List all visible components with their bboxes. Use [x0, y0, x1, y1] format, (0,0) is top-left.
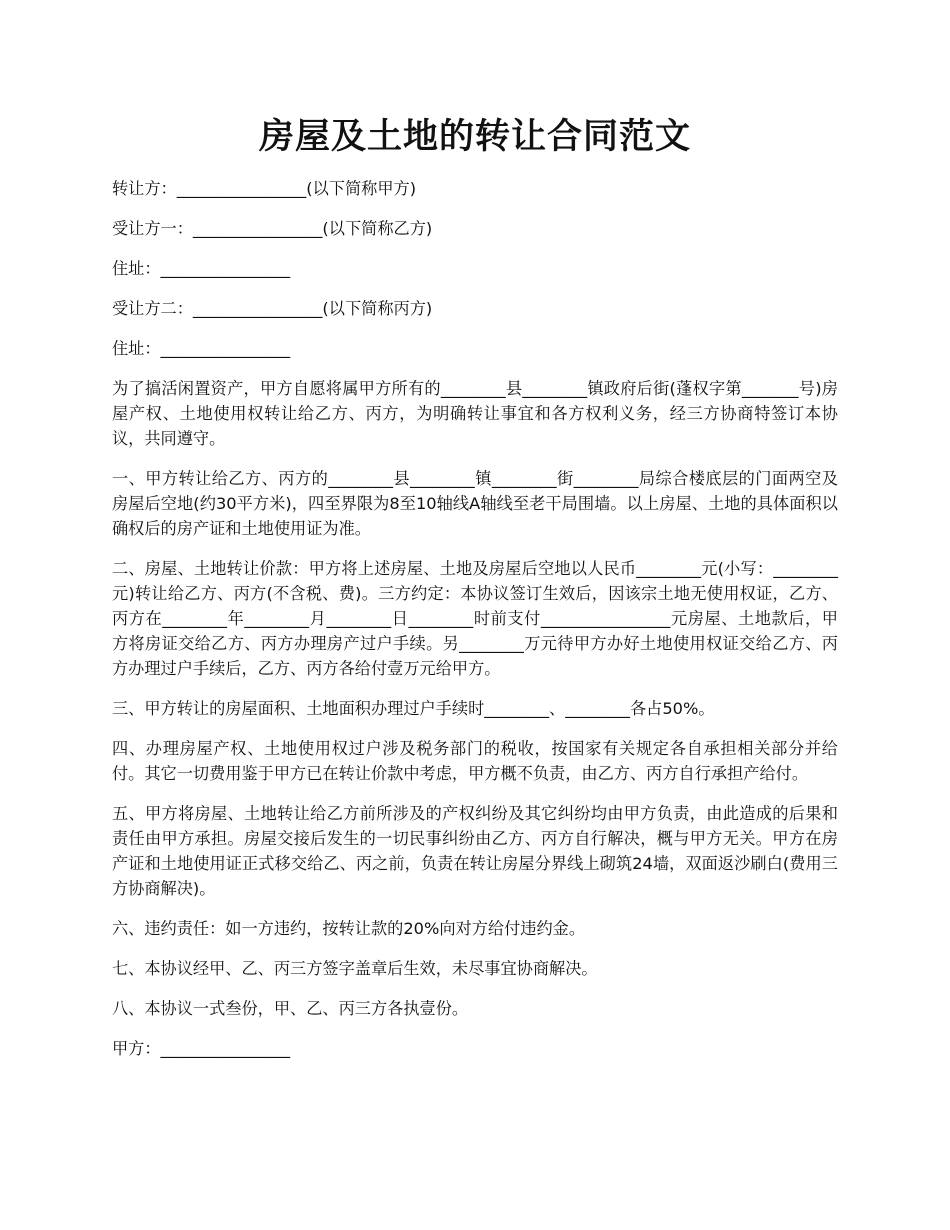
transferor-line: 转让方：________________(以下简称甲方): [112, 179, 417, 198]
transferee-one-line: 受让方一：________________(以下简称乙方): [112, 219, 433, 238]
clause-6-paragraph: 六、违约责任：如一方违约，按转让款的20%向对方给付违约金。: [112, 919, 586, 938]
clause-3-paragraph: 三、甲方转让的房屋面积、土地面积办理过户手续时________、________各占50%。: [112, 699, 715, 718]
clause-1-paragraph: 一、甲方转让给乙方、丙方的________县________镇________街________局综合楼底层的门面两空及房屋后空地(约30平方米)，四至界限为8至10轴线A轴线至老干局围墙。以上房屋、土地的具体面积以确权后的房产证和土地使用证为准。: [112, 469, 838, 538]
intro-paragraph: 为了搞活闲置资产，甲方自愿将属甲方所有的________县________镇政府后街(蓬权字第_______号)房屋产权、土地使用权转让给乙方、丙方，为明确转让事宜和各方权利义务，经三方协商特签订本协议，共同遵守。: [112, 379, 838, 448]
transferee-two-line: 受让方二：________________(以下简称丙方): [112, 299, 433, 318]
clause-5-paragraph: 五、甲方将房屋、土地转让给乙方前所涉及的产权纠纷及其它纠纷均由甲方负责，由此造成的后果和责任由甲方承担。房屋交接后发生的一切民事纠纷由乙方、丙方自行解决，概与甲方无关。甲方在房产证和土地使用证正式移交给乙、丙之前，负责在转让房屋分界线上砌筑24墙，双面返沙刷白(费用三方协商解决)。: [112, 804, 838, 898]
document-title: 房屋及土地的转让合同范文: [258, 116, 691, 157]
clause-7-paragraph: 七、本协议经甲、乙、丙三方签字盖章后生效，未尽事宜协商解决。: [112, 959, 598, 978]
document-body: [112, 176, 838, 1061]
transferee-two-address-line: 住址：________________: [112, 339, 291, 358]
transferee-one-address-line: 住址：________________: [112, 259, 291, 278]
clause-8-paragraph: 八、本协议一式叁份，甲、乙、丙三方各执壹份。: [112, 999, 469, 1018]
clause-2-paragraph: 二、房屋、土地转让价款：甲方将上述房屋、土地及房屋后空地以人民币________元(小写：________元)转让给乙方、丙方(不含税、费)。三方约定：本协议签订生效后，因该宗土地无使用权证，乙方、丙方在________年________月________日________时前支付________________元房屋、土地款后，甲方将房证交给乙方、丙方办理房产过户手续。另________万元待甲方办好土地使用权证交给乙方、丙方办理过户手续后，乙方、丙方各给付壹万元给甲方。: [112, 559, 838, 678]
party-a-signature-line: 甲方：________________: [112, 1039, 291, 1058]
clause-4-paragraph: 四、办理房屋产权、土地使用权过户涉及税务部门的税收，按国家有关规定各自承担相关部分并给付。其它一切费用鉴于甲方已在转让价款中考虑，甲方概不负责，由乙方、丙方自行承担产给付。: [112, 739, 838, 783]
